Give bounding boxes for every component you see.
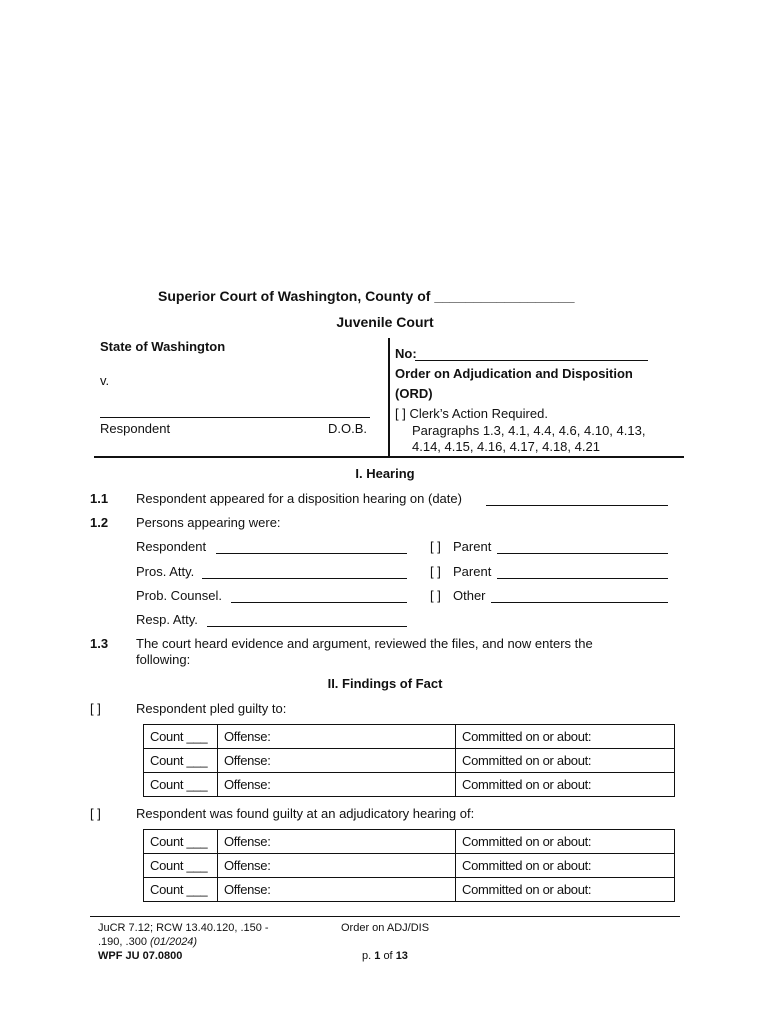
- person-pros-atty-field[interactable]: [202, 578, 407, 579]
- table-row: [144, 725, 675, 749]
- item-1-3-number: 1.3: [90, 636, 109, 651]
- case-number-label: No:: [395, 346, 417, 361]
- table-row: [144, 830, 675, 854]
- footer-page-number: [362, 950, 408, 962]
- committed-cell[interactable]: Committed on or about:: [456, 854, 675, 878]
- paragraphs-line-2: 4.14, 4.15, 4.16, 4.17, 4.18, 4.21: [412, 439, 600, 454]
- pled-guilty-table: [143, 724, 675, 797]
- person-respondent-field[interactable]: [216, 553, 407, 554]
- person-resp-atty-field[interactable]: [207, 626, 407, 627]
- citation-revision: (01/2024): [150, 936, 198, 948]
- parent-2-field[interactable]: [497, 578, 668, 579]
- page-of: of: [383, 950, 393, 962]
- other-field[interactable]: [491, 602, 668, 603]
- section-hearing-heading: I. Hearing: [355, 466, 415, 481]
- table-row: [144, 773, 675, 797]
- footer-citation-line-1: JuCR 7.12; RCW 13.40.120, .150 -: [98, 922, 269, 934]
- found-guilty-table: [143, 829, 675, 902]
- count-cell[interactable]: Count ___: [144, 878, 218, 902]
- parent-1-checkbox[interactable]: [ ]: [430, 539, 441, 554]
- respondent-label: Respondent: [100, 421, 171, 436]
- page-prefix: p.: [362, 950, 372, 962]
- person-prob-counsel-field[interactable]: [231, 602, 407, 603]
- committed-cell[interactable]: Committed on or about:: [456, 749, 675, 773]
- found-guilty-checkbox[interactable]: [ ]: [90, 806, 101, 821]
- offense-cell[interactable]: Offense:: [218, 749, 456, 773]
- person-respondent-label: Respondent: [136, 539, 207, 554]
- table-row: [144, 878, 675, 902]
- table-row: [144, 854, 675, 878]
- parent-1-field[interactable]: [497, 553, 668, 554]
- committed-cell[interactable]: Committed on or about:: [456, 830, 675, 854]
- footer-citation-line-2: [98, 936, 197, 948]
- parent-2-checkbox[interactable]: [ ]: [430, 564, 441, 579]
- item-1-1-number: 1.1: [90, 491, 109, 506]
- person-prob-counsel-label: Prob. Counsel.: [136, 588, 222, 603]
- item-1-3-text-line-1: The court heard evidence and argument, reviewed the files, and now enters the: [136, 636, 593, 651]
- count-cell[interactable]: Count ___: [144, 725, 218, 749]
- footer-rule: [90, 916, 680, 917]
- table-row: [144, 749, 675, 773]
- pled-guilty-checkbox[interactable]: [ ]: [90, 701, 101, 716]
- offense-cell[interactable]: Offense:: [218, 725, 456, 749]
- item-1-2-number: 1.2: [90, 515, 109, 530]
- count-cell[interactable]: Count ___: [144, 830, 218, 854]
- versus-label: v.: [100, 373, 110, 388]
- parent-1-label: Parent: [453, 539, 492, 554]
- respondent-name-line: [100, 417, 370, 418]
- item-1-1-text: Respondent appeared for a disposition hearing on (date): [136, 491, 462, 506]
- hearing-date-field[interactable]: [486, 505, 668, 506]
- offense-cell[interactable]: Offense:: [218, 878, 456, 902]
- count-cell[interactable]: Count ___: [144, 854, 218, 878]
- offense-cell[interactable]: Offense:: [218, 830, 456, 854]
- page-current: 1: [374, 950, 381, 962]
- committed-cell[interactable]: Committed on or about:: [456, 878, 675, 902]
- state-of-washington: State of Washington: [100, 339, 226, 354]
- page-total: 13: [395, 950, 408, 962]
- count-cell[interactable]: Count ___: [144, 749, 218, 773]
- committed-cell[interactable]: Committed on or about:: [456, 773, 675, 797]
- case-number-field[interactable]: [415, 360, 648, 361]
- offense-cell[interactable]: Offense:: [218, 854, 456, 878]
- pled-guilty-text: Respondent pled guilty to:: [136, 701, 287, 716]
- other-checkbox[interactable]: [ ]: [430, 588, 441, 603]
- order-abbrev: (ORD): [395, 386, 433, 401]
- caption-divider: [388, 338, 390, 456]
- person-resp-atty-label: Resp. Atty.: [136, 612, 198, 627]
- person-pros-atty-label: Pros. Atty.: [136, 564, 195, 579]
- dob-label: D.O.B.: [328, 421, 368, 436]
- footer-form-title: Order on ADJ/DIS: [341, 922, 430, 934]
- caption-bottom-rule: [94, 456, 684, 458]
- court-title: Superior Court of Washington, County of __________________: [158, 288, 575, 304]
- footer-form-number: WPF JU 07.0800: [98, 950, 183, 962]
- count-cell[interactable]: Count ___: [144, 773, 218, 797]
- item-1-3-text-line-2: following:: [136, 652, 191, 667]
- committed-cell[interactable]: Committed on or about:: [456, 725, 675, 749]
- clerk-action-checkbox[interactable]: [ ] Clerk’s Action Required.: [395, 406, 548, 421]
- item-1-2-text: Persons appearing were:: [136, 515, 281, 530]
- offense-cell[interactable]: Offense:: [218, 773, 456, 797]
- citation-rules: .190, .300: [98, 936, 147, 948]
- parent-2-label: Parent: [453, 564, 492, 579]
- order-title: Order on Adjudication and Disposition: [395, 366, 633, 381]
- paragraphs-line-1: Paragraphs 1.3, 4.1, 4.4, 4.6, 4.10, 4.13,: [412, 423, 646, 438]
- court-subtitle: Juvenile Court: [336, 314, 434, 330]
- other-label: Other: [453, 588, 486, 603]
- section-findings-heading: II. Findings of Fact: [327, 676, 443, 691]
- found-guilty-text: Respondent was found guilty at an adjudicatory hearing of:: [136, 806, 475, 821]
